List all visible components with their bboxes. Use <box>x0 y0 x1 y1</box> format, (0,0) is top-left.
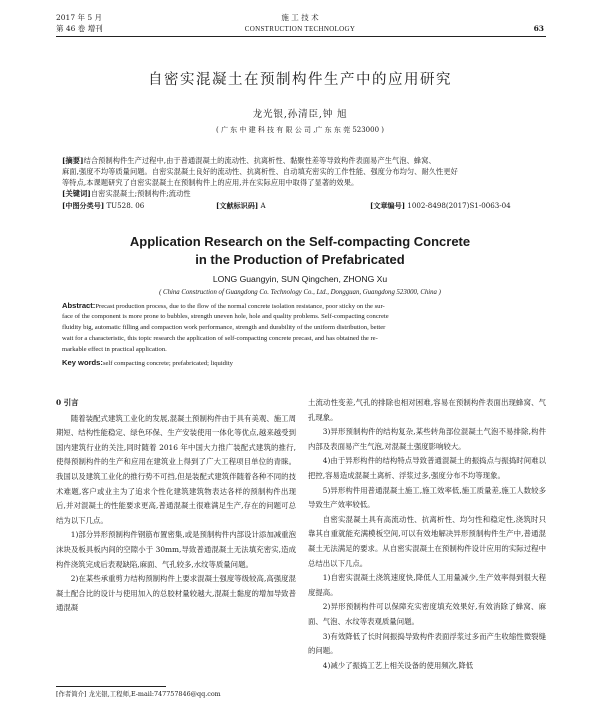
abstract-cn-line-3: 等特点,本课题研究了自密实混凝土在预制构件上的应用,并在实际应用中取得了显著的效果。 <box>62 178 359 187</box>
paragraph: 3)有效降低了长时间振捣导致构件表面浮浆过多而产生收缩性微裂缝的问题。 <box>308 631 546 656</box>
authors-en: LONG Guangyin, SUN Qingchen, ZHONG Xu <box>212 274 388 284</box>
affiliation-en: ( China Construction of Guangdong Co. Technology Co., Ltd., Dongguan, Guangdong 523000, China ) <box>159 289 441 296</box>
document-code: [文献标识码] A <box>216 201 266 210</box>
left-column <box>56 396 296 616</box>
abstract-en-label: Abstract: <box>62 301 96 310</box>
paragraph: 2)在某些承重剪力结构预制构件上要求混凝土强度等级较高,高强度混凝土配合比的设计与使用加入的总胶材量较越大,混凝土黏度的增加导致普通混凝 <box>56 574 296 613</box>
header-page-number: 63 <box>533 24 544 33</box>
paragraph: 土流动性变差,气孔的排除也相对困难,容易在预制构件表面出现蜂窝、气孔现象。 <box>308 398 546 422</box>
right-column <box>308 396 546 673</box>
footnote-rule <box>56 686 166 687</box>
abstract-en-line-5: markable effect in practical application. <box>62 346 167 353</box>
header-rule <box>56 36 546 37</box>
section-heading-intro: 0 引言 <box>56 398 79 407</box>
paragraph: 自密实混凝土具有高流动性、抗离析性、均匀性和稳定性,浇筑时只靠其自重就能充满模板空间,可以有效地解决异形预制构件生产中,普通混凝土无法满足的要求。从自密实混凝土在预制构件设计应用的实际过程中总结出以下几点。 <box>308 514 546 568</box>
keywords-cn: [关键词]自密实混凝土;预制构件;流动性 <box>62 189 191 198</box>
abstract-en-line-4: wait for a characteristic, this topic research the application of self-compacting concrete precast, and has obtained the re- <box>62 335 378 342</box>
keywords-en-label: Key words: <box>62 358 103 367</box>
paragraph: 随着装配式建筑工业化的发展,混凝土预制构件由于具有美观、施工周期短、结构性能稳定、绿色环保、生产安装使用一体化等优点,越来越受到国内建筑行业的关注,同时随着 2016 年中国大力推广装配式建筑的推行,使得预制构件的生产和应用在建筑业上得到了广大工程项目单位的青睐。我国以及建筑工业化的推行势不可挡,但是装配式建筑伴随着各种不同的技术难题,客户或业主为了追求个性化建筑建筑物表达各样的预制构件出现后,并对混凝土的性能要求更高,普通混凝土很难满足生产,存在的问题可总结为以下几点。 <box>56 413 296 525</box>
author-footnote: [作者简介] 龙光银,工程师,E-mail:747757846@qq.com <box>56 690 221 698</box>
title-en-line-2: in the Production of Prefabricated <box>195 252 405 267</box>
header-volume: 第 46 卷 增刊 <box>56 24 103 33</box>
title-cn: 自密实混凝土在预制构件生产中的应用研究 <box>148 72 452 88</box>
abstract-en-line-3: fluidity big, automatic filling and compaction work performance, strength and durability of the uniform distribution, better <box>62 324 386 331</box>
authors-cn: 龙光银,孙清臣,钟 旭 <box>252 109 348 120</box>
paragraph: 5)异形构件用普通混凝土施工,施工效率低,施工质量差,施工人数较多导致生产效率较低。 <box>308 485 546 510</box>
affiliation-cn: ( 广 东 中 建 科 技 有 限 公 司 ,广 东 东 莞 523000 ) <box>215 126 384 134</box>
paragraph: 1)部分异形预制构件钢筋布置密集,或是预制构件内部设计添加减重泡沫块及板具板内间的空隙小于 30mm,导致普通混凝土无法填充密实,造成构件浇筑完成后表观缺陷,麻面、气孔较多,水纹等质量问题。 <box>56 530 296 569</box>
title-en-line-1: Application Research on the Self-compacting Concrete <box>129 234 471 249</box>
header-date: 2017 年 5 月 <box>56 13 103 22</box>
header-journal-en: CONSTRUCTION TECHNOLOGY <box>244 25 356 33</box>
abstract-cn-line-1: [摘要]结合预制构件生产过程中,由于普通混凝土的流动性、抗离析性、黏聚性差等导致构件表面易产生气泡、蜂窝、 <box>62 156 436 165</box>
abstract-en-line-1: Abstract:Precast production process, due to the flow of the normal concrete isolation resistance, poor sticky on the sur- <box>62 301 385 310</box>
paragraph: 1)自密实混凝土浇筑速度快,降低人工用量减少,生产效率得到很大程度提高。 <box>308 573 546 597</box>
abstract-cn-label: [摘要] <box>62 156 84 165</box>
paragraph: 4)由于异形构件的结构特点导致普通混凝土的振捣点与振捣时间难以把控,容易造成混凝土离析、浮浆过多,强度分布不均等现象。 <box>308 456 546 480</box>
header-journal-cn: 施 工 技 术 <box>281 13 319 22</box>
keywords-en: Key words:self compacting concrete; prefabricated; liquidity <box>62 358 233 367</box>
keywords-cn-label: [关键词] <box>62 189 91 198</box>
paragraph: 4)减少了振捣工艺上相关设备的使用频次,降低 <box>322 660 474 670</box>
abstract-cn-line-2: 麻面,强度不均等质量问题。自密实混凝土良好的流动性、抗离析性、自动填充密实的工作性能、强度分布均匀、耐久性更好 <box>62 167 458 176</box>
paragraph: 2)异形预制构件可以保障充实密度填充效果好,有效消除了蜂窝、麻面、气泡、水纹等表观质量问题。 <box>308 602 546 626</box>
abstract-en-line-2: face of the component is more prone to bubbles, strength uneven hole, hole and quality problems. Self-compacting concrete <box>62 313 389 320</box>
classification: [中图分类号] TU528. 06 <box>62 201 145 210</box>
article-number: [文章编号] 1002-8498(2017)S1-0063-04 <box>370 201 511 210</box>
paragraph: 3)异形预制构件的结构复杂,某些转角部位混凝土气泡不易排除,构件内部及表面易产生气泡,对混凝土强度影响较大。 <box>308 427 546 451</box>
